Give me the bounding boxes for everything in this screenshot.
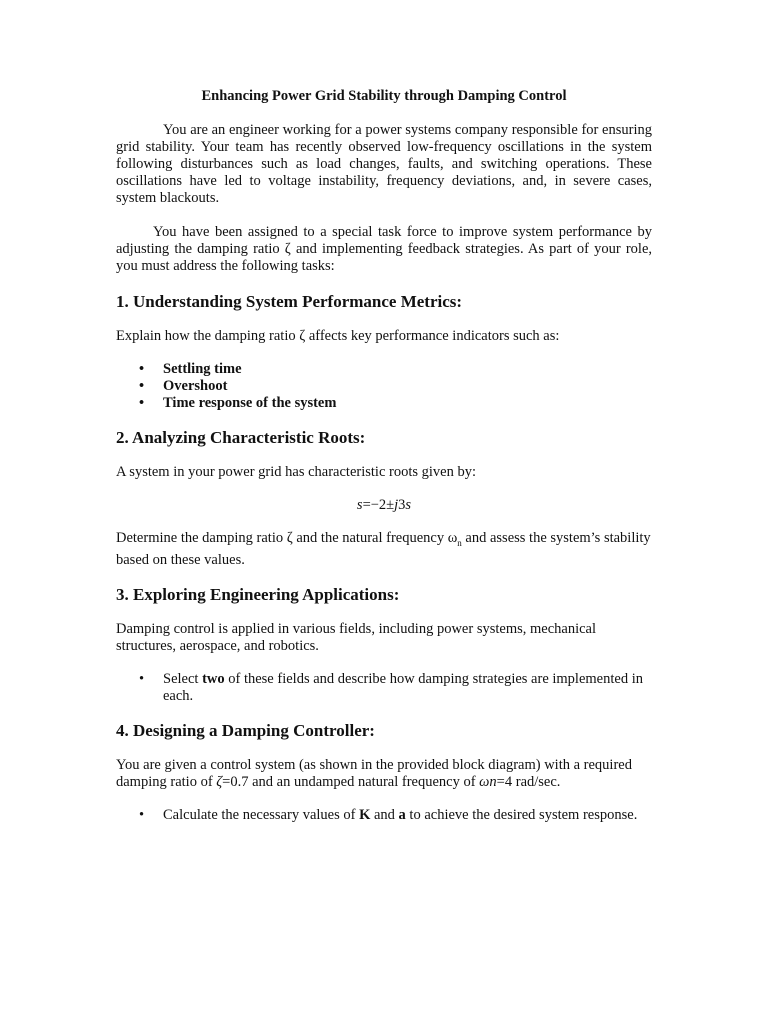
document-body: [116, 88, 652, 824]
list-item: • Overshoot: [139, 378, 228, 394]
list-item: • Calculate the necessary values of K and a to achieve the desired system response.: [139, 806, 638, 823]
section-4-text: You are given a control system (as shown in the provided block diagram) with a required damping ratio of ζ=0.7 and an undamped natural frequency of ωn=4 rad/sec.: [116, 756, 632, 790]
intro-paragraph-1: You are an engineer working for a power systems company responsible for ensuring grid stability. Your team has recently observed low-frequency oscillations in the system following disturbances such as load changes, faults, and switching operations. These oscillations have led to voltage instability, frequency deviations, and, in severe cases, system blackouts.: [116, 122, 652, 206]
bullet-icon: •: [139, 395, 145, 411]
bullet-icon: •: [139, 378, 145, 394]
section-3-text: Damping control is applied in various fields, including power systems, mechanical structures, aerospace, and robotics.: [116, 620, 597, 654]
bullet-icon: •: [139, 670, 145, 687]
section-1-text: Explain how the damping ratio ζ affects key performance indicators such as:: [116, 328, 560, 344]
characteristic-roots-equation: s=−2±j3s: [356, 497, 412, 513]
intro-paragraph-2: You have been assigned to a special task force to improve system performance by adjusting the damping ratio ζ and implementing feedback strategies. As part of your role, you must address the following tasks:: [116, 224, 652, 274]
section-2-text: A system in your power grid has characteristic roots given by:: [116, 464, 477, 480]
section-3-bullet-list: [116, 671, 652, 705]
list-item: • Select two of these fields and describe how damping strategies are implemented in each.: [139, 670, 643, 704]
document-title: Enhancing Power Grid Stability through Damping Control: [201, 88, 567, 104]
section-4-heading: 4. Designing a Damping Controller:: [116, 720, 375, 740]
section-1-heading: 1. Understanding System Performance Metrics:: [116, 292, 463, 311]
section-3-heading: 3. Exploring Engineering Applications:: [116, 584, 400, 604]
section-4-bullet-list: [116, 807, 652, 824]
section-2-question: Determine the damping ratio ζ and the natural frequency $\omega_n$ and assess the system’s stability based on these values.: [116, 530, 651, 568]
bullet-icon: •: [139, 361, 145, 377]
section-1-bullet-list: [116, 361, 652, 412]
section-2-heading: 2. Analyzing Characteristic Roots:: [116, 428, 366, 447]
bullet-icon: •: [139, 806, 145, 823]
list-item: • Time response of the system: [139, 395, 337, 411]
list-item: • Settling time: [139, 361, 242, 377]
